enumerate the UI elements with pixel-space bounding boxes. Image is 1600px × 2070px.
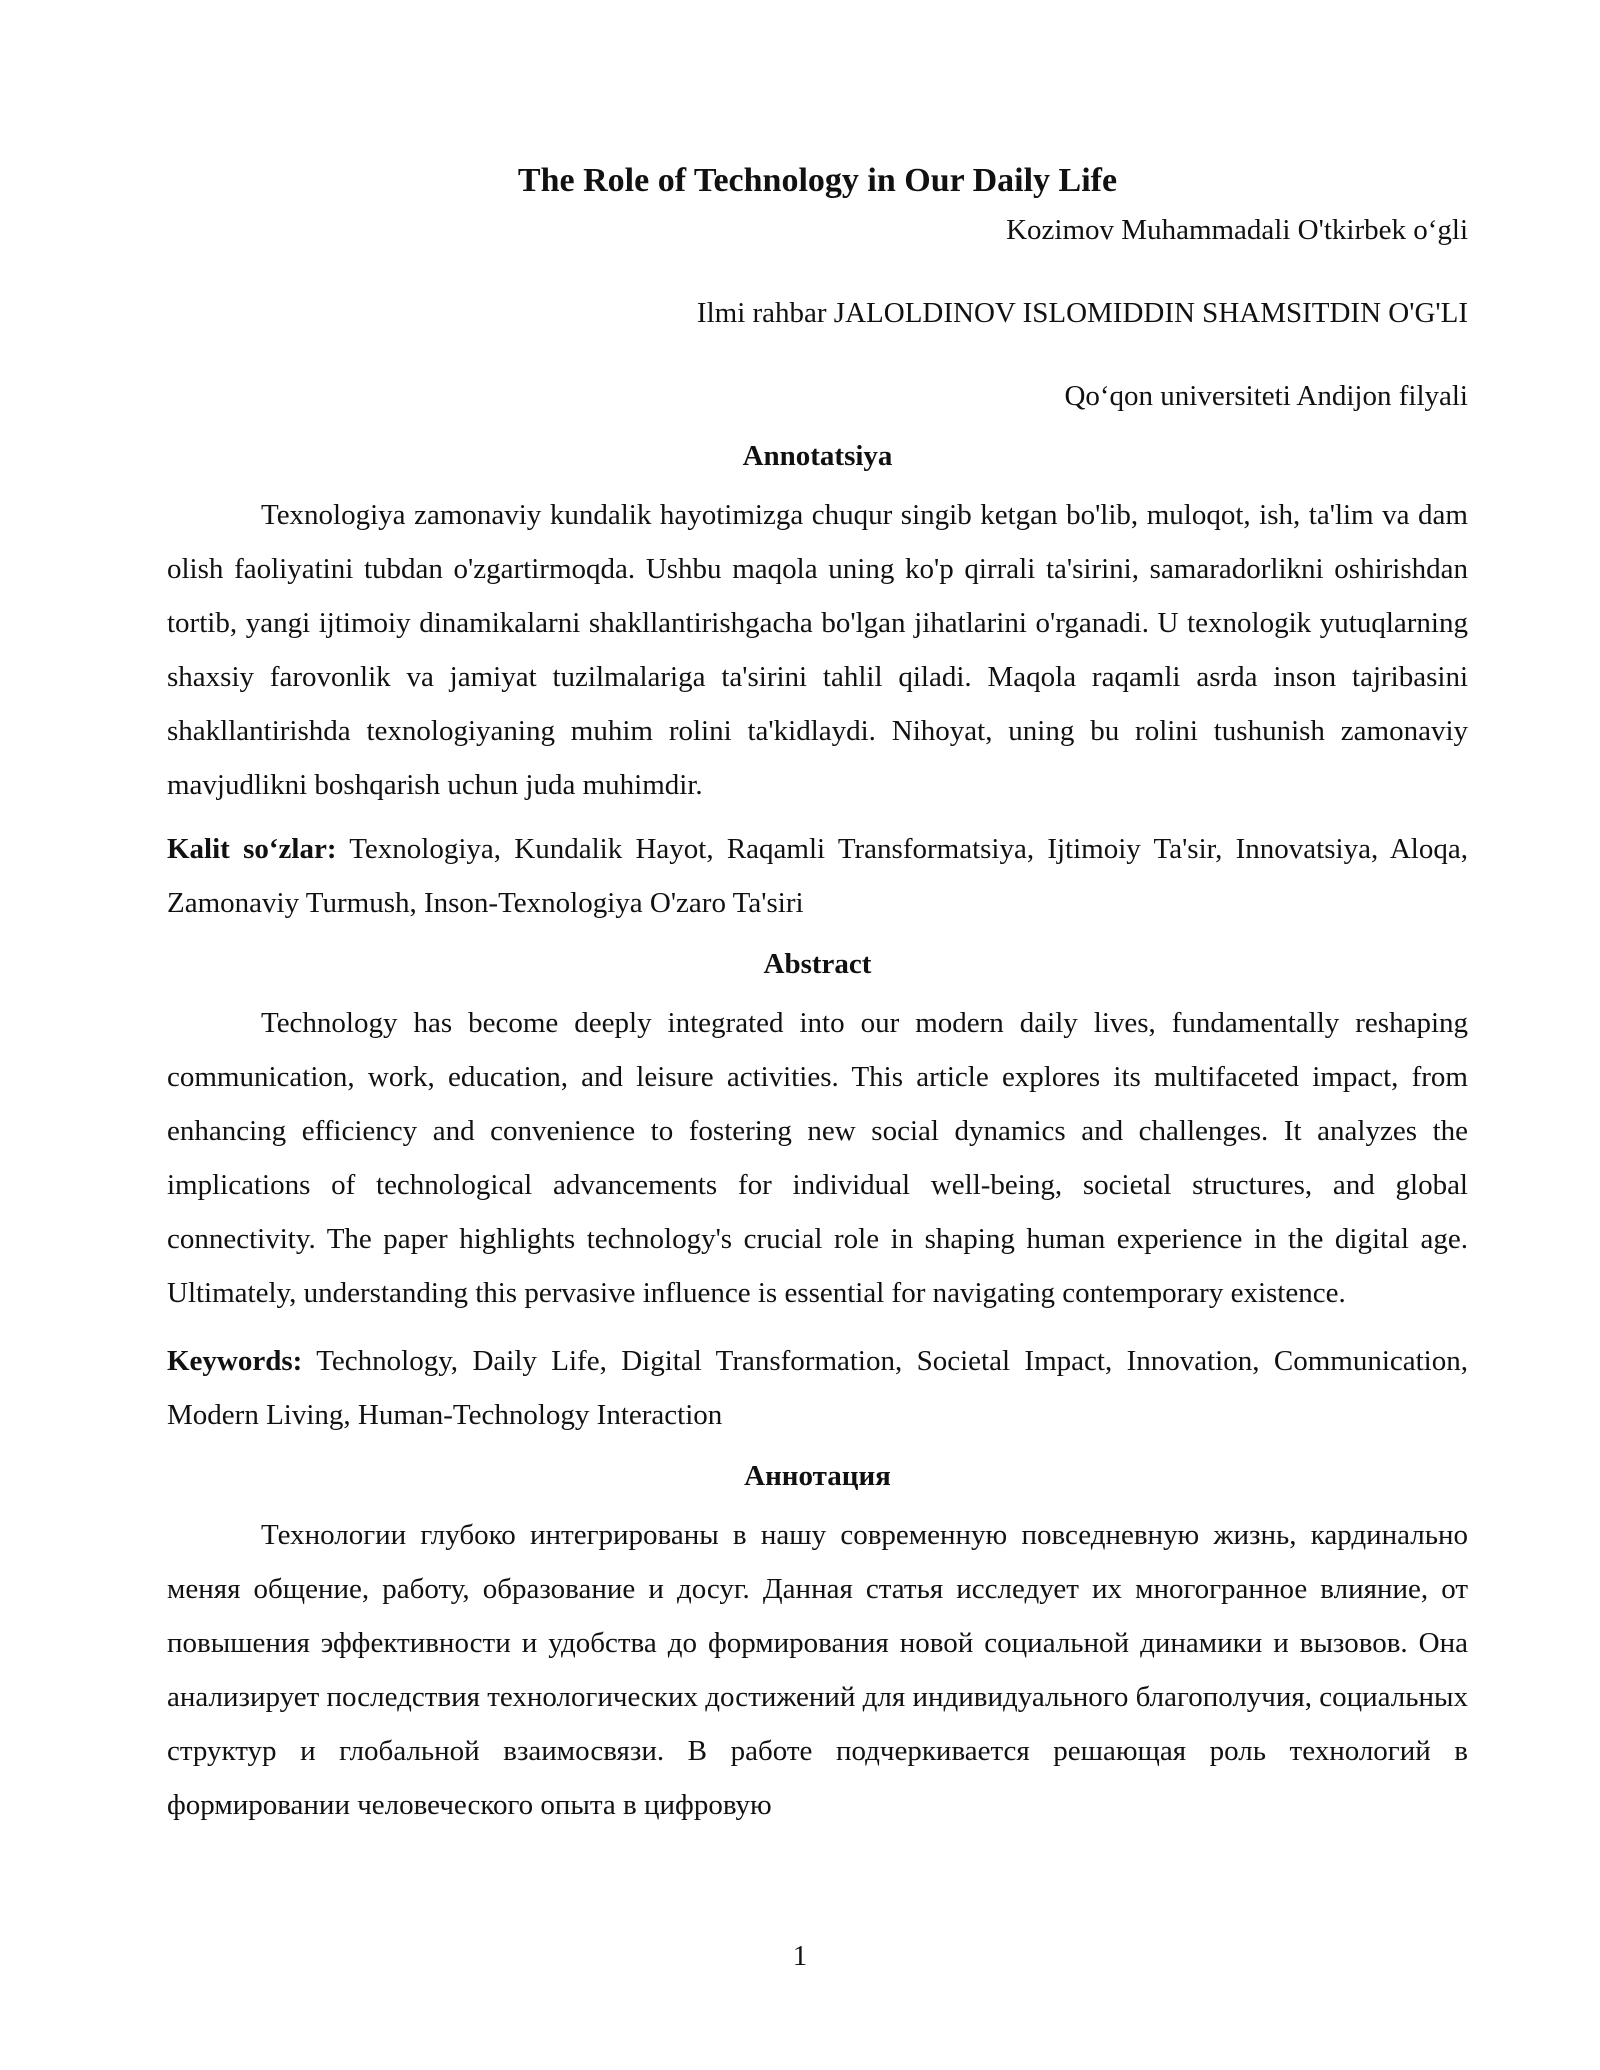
- supervisor-name: Ilmi rahbar JALOLDINOV ISLOMIDDIN SHAMSITDIN O'G'LI: [696, 297, 1468, 329]
- russian-abstract-text: Технологии глубоко интегрированы в нашу современную повседневную жизнь, кардинально меняя общение, работу, образование и досуг. Данная статья исследует их многогранное влияние, от повышения эффективности и удобства до формирования новой социальной динамики и вызовов. Она анализирует последствия технологических достижений для индивидуального благополучия, социальных структур и глобальной взаимосвязи. В работе подчеркивается решающая роль технологий в формировании человеческого опыта в цифровую: [167, 1519, 1468, 1821]
- russian-abstract-section: [167, 1456, 1468, 1832]
- uzbek-abstract-heading: Annotatsiya: [742, 440, 893, 472]
- uzbek-abstract-section: [167, 436, 1468, 930]
- uzbek-keywords-label: Kalit so‘zlar:: [167, 833, 337, 865]
- page-number: 1: [792, 1940, 808, 1972]
- english-keywords-list: Technology, Daily Life, Digital Transformation, Societal Impact, Innovation, Communication, Modern Living, Human-Technology Interaction: [167, 1345, 1468, 1431]
- author-name: Kozimov Muhammadali O'tkirbek o‘gli: [1006, 214, 1468, 246]
- uzbek-keywords-list: Texnologiya, Kundalik Hayot, Raqamli Transformatsiya, Ijtimoiy Ta'sir, Innovatsiya, Aloqa, Zamonaviy Turmush, Inson-Texnologiya O'zaro Ta'siri: [167, 833, 1468, 919]
- paper-title: The Role of Technology in Our Daily Life: [517, 162, 1118, 199]
- uzbek-keywords: [167, 822, 1468, 930]
- english-keywords: [167, 1334, 1468, 1442]
- english-abstract-heading: Abstract: [763, 948, 872, 980]
- english-abstract-section: [167, 944, 1468, 1442]
- english-keywords-label: Keywords:: [167, 1345, 303, 1377]
- affiliation: Qo‘qon universiteti Andijon filyali: [1064, 380, 1468, 412]
- uzbek-abstract-text: Texnologiya zamonaviy kundalik hayotimizga chuqur singib ketgan bo'lib, muloqot, ish, ta'lim va dam olish faoliyatini tubdan o'zgartirmoqda. Ushbu maqola uning ko'p qirrali ta'sirini, samaradorlikni oshirishdan tortib, yangi ijtimoiy dinamikalarni shakllantirishgacha bo'lgan jihatlarini o'rganadi. U texnologik yutuqlarning shaxsiy farovonlik va jamiyat tuzilmalariga ta'sirini tahlil qiladi. Maqola raqamli asrda inson tajribasini shakllantirishda texnologiyaning muhim rolini ta'kidlaydi. Nihoyat, uning bu rolini tushunish zamonaviy mavjudlikni boshqarish uchun juda muhimdir.: [167, 499, 1468, 801]
- english-abstract-text: Technology has become deeply integrated into our modern daily lives, fundamentally reshaping communication, work, education, and leisure activities. This article explores its multifaceted impact, from enhancing efficiency and convenience to fostering new social dynamics and challenges. It analyzes the implications of technological advancements for individual well-being, societal structures, and global connectivity. The paper highlights technology's crucial role in shaping human experience in the digital age. Ultimately, understanding this pervasive influence is essential for navigating contemporary existence.: [167, 1007, 1468, 1309]
- paper-page: [167, 160, 1468, 1842]
- russian-abstract-heading: Аннотация: [744, 1460, 891, 1492]
